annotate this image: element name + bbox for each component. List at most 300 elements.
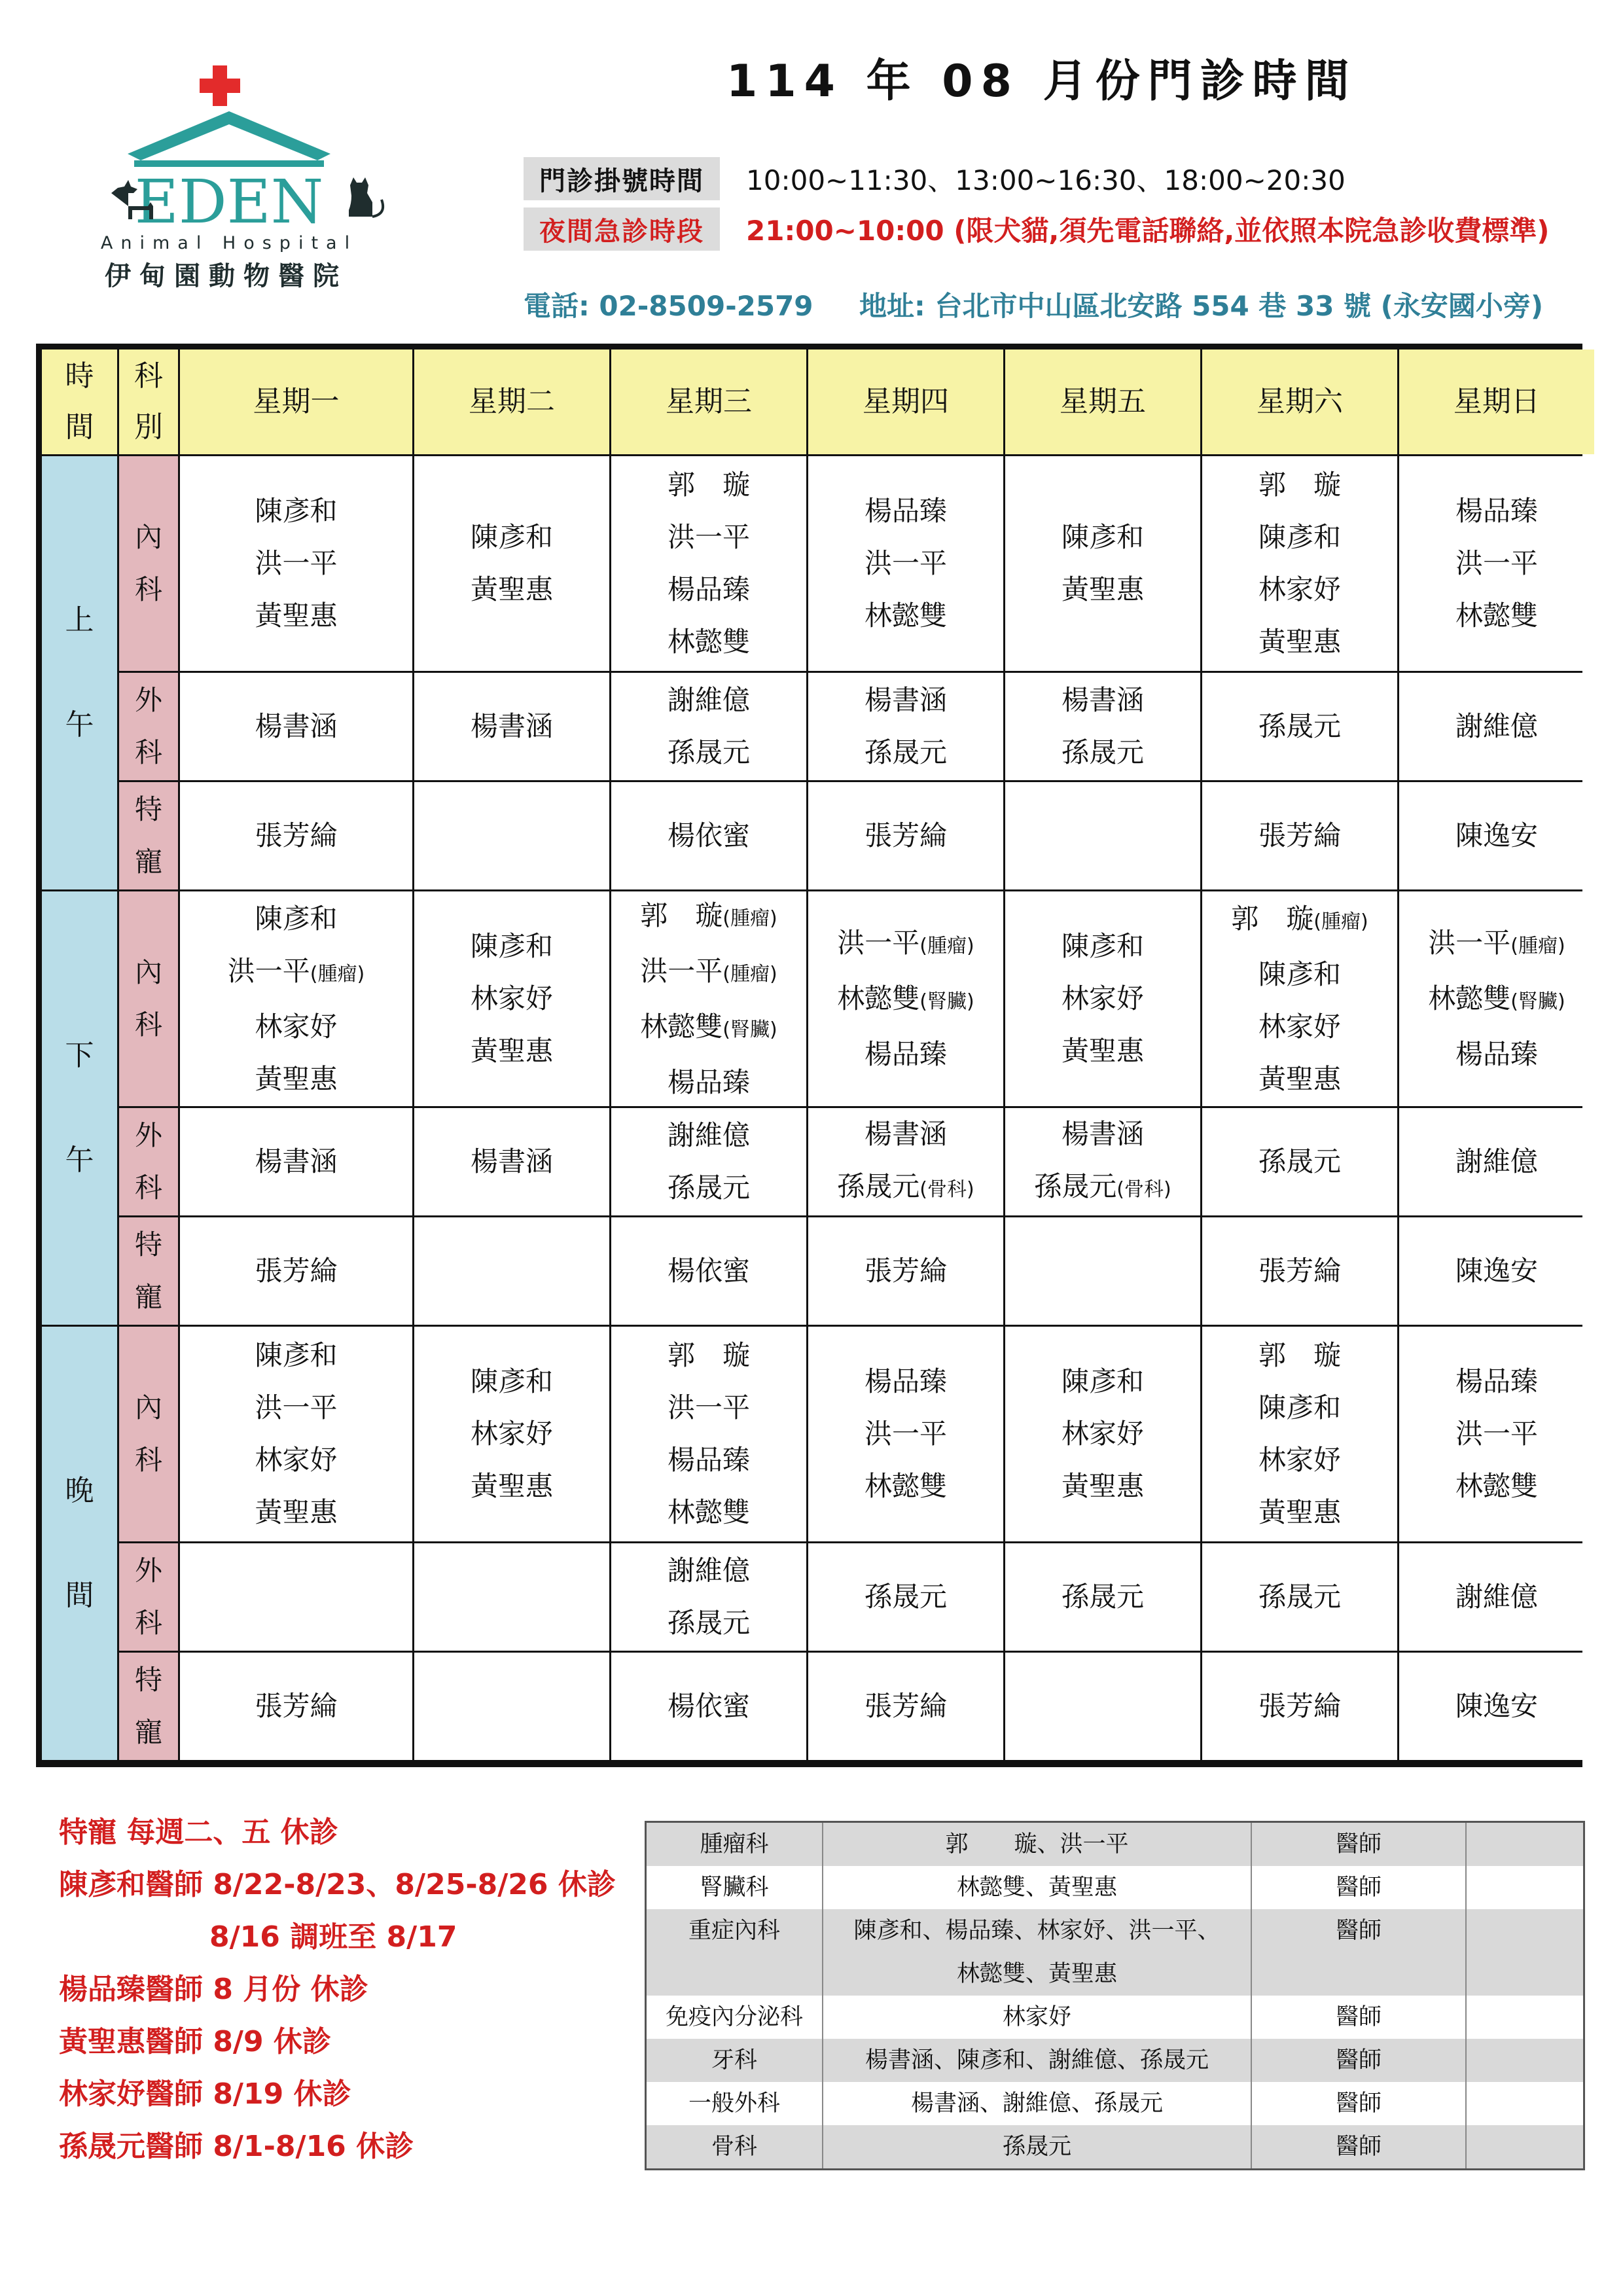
schedule-cell xyxy=(1202,1327,1397,1541)
doctor-name: 楊書涵 xyxy=(1061,684,1144,716)
doctor-name: 楊品臻 xyxy=(864,1365,947,1397)
doctor-name: 林家妤 xyxy=(1061,1418,1144,1450)
schedule-cell xyxy=(1005,456,1200,671)
schedule-cell xyxy=(1005,1108,1200,1215)
doctor-name: 楊書涵 xyxy=(470,1145,553,1177)
doctor-name: 黃聖惠 xyxy=(1061,1470,1144,1502)
phone-number: 電話: 02-8509-2579 xyxy=(524,290,813,322)
dept-label-char: 科 xyxy=(134,1444,162,1476)
doctor-name: 洪一平(腫瘤) xyxy=(837,927,974,959)
doctor-name: 孫晟元 xyxy=(864,736,947,768)
specialty-dept: 腫瘤科 xyxy=(647,1823,823,1866)
specialty-doctors xyxy=(823,1909,1252,1996)
specialty-blank xyxy=(1467,2039,1583,2082)
note-line: 特寵 每週二、五 休診 xyxy=(59,1816,338,1849)
doctor-name: 林懿雙(腎臟) xyxy=(837,982,974,1014)
doctor-name: 楊品臻 xyxy=(667,1066,750,1098)
dept-label xyxy=(119,1653,178,1760)
doctor-name: 洪一平(腫瘤) xyxy=(640,954,777,987)
doctor-name: 黃聖惠 xyxy=(1258,1496,1341,1528)
doctor-name: 黃聖惠 xyxy=(255,1062,338,1095)
dept-label xyxy=(119,456,178,671)
schedule-cell xyxy=(1005,1327,1200,1541)
specialty-doctor-line: 孫晟元 xyxy=(1002,2134,1071,2160)
schedule-cell xyxy=(180,1653,412,1760)
specialty-doctors xyxy=(823,2039,1252,2082)
specialty-row xyxy=(647,2082,1583,2125)
dept-label xyxy=(119,673,178,780)
dept-label-char: 科 xyxy=(134,573,162,605)
schedule-cell xyxy=(414,673,609,780)
doctor-name: 洪一平 xyxy=(255,547,338,579)
page-title: 114 年 08 月份門診時間 xyxy=(726,56,1357,107)
doctor-name: 楊書涵 xyxy=(864,684,947,716)
specialty-doctors xyxy=(823,1996,1252,2039)
note-line: 陳彥和醫師 8/22-8/23、8/25-8/26 休診 xyxy=(59,1868,616,1901)
specialty-doctors xyxy=(823,1866,1252,1909)
specialty-row xyxy=(647,1823,1583,1866)
schedule-cell xyxy=(1202,1543,1397,1651)
note-line: 孫晟元醫師 8/1-8/16 休診 xyxy=(59,2130,414,2163)
specialty-doctor-line: 林家妤 xyxy=(1002,2004,1071,2030)
dept-label-char: 寵 xyxy=(134,846,162,878)
dept-label-char: 科 xyxy=(134,1607,162,1639)
doctor-name: 黃聖惠 xyxy=(255,600,338,632)
specialty-doctors xyxy=(823,1823,1252,1866)
schedule-cell xyxy=(1005,673,1200,780)
doctor-name: 洪一平 xyxy=(255,1391,338,1424)
schedule-cell xyxy=(611,1327,806,1541)
dept-label-char: 外 xyxy=(134,684,162,716)
specialty-note: (腫瘤) xyxy=(919,935,974,958)
schedule-cell xyxy=(414,891,609,1106)
specialty-table xyxy=(645,1821,1585,2170)
doctor-name: 楊品臻 xyxy=(1455,1365,1538,1397)
doctor-name: 楊依蜜 xyxy=(667,1255,750,1287)
note-line: 林家妤醫師 8/19 休診 xyxy=(59,2077,351,2111)
doctor-name: 陳逸安 xyxy=(1455,1690,1538,1722)
dept-label xyxy=(119,1108,178,1215)
dept-label xyxy=(119,1327,178,1541)
dept-header-char: 科 xyxy=(134,359,163,393)
specialty-note: (腎臟) xyxy=(722,1018,777,1041)
dept-label-char: 外 xyxy=(134,1119,162,1151)
doctor-name: 孫晟元 xyxy=(667,1172,750,1204)
doctor-name: 孫晟元(骨科) xyxy=(837,1170,974,1202)
dept-label xyxy=(119,1217,178,1325)
doctor-name: 黃聖惠 xyxy=(470,1470,553,1502)
schedule-cell xyxy=(611,673,806,780)
doctor-name: 陳彥和 xyxy=(255,1339,338,1371)
specialty-note: (腫瘤) xyxy=(1313,910,1368,933)
schedule-cell xyxy=(1202,456,1397,671)
doctor-name: 張芳綸 xyxy=(255,1690,338,1722)
schedule-cell xyxy=(180,1327,412,1541)
specialty-title: 醫師 xyxy=(1252,2125,1467,2168)
specialty-dept: 牙科 xyxy=(647,2039,823,2082)
schedule-cell xyxy=(1005,1217,1200,1325)
schedule-cell xyxy=(1202,891,1397,1106)
dept-label xyxy=(119,1543,178,1651)
doctor-name: 張芳綸 xyxy=(255,819,338,852)
schedule-cell xyxy=(414,1108,609,1215)
time-header xyxy=(42,350,117,454)
day-header: 星期二 xyxy=(414,350,609,454)
doctor-name: 張芳綸 xyxy=(1258,1690,1341,1722)
doctor-name: 陳彥和 xyxy=(255,495,338,527)
specialty-note: (腫瘤) xyxy=(1510,935,1565,958)
doctor-name: 林懿雙(腎臟) xyxy=(640,1010,777,1043)
schedule-cell xyxy=(180,782,412,889)
specialty-title: 醫師 xyxy=(1252,1823,1467,1866)
time-header-char: 間 xyxy=(65,410,94,444)
specialty-blank xyxy=(1467,1909,1583,1996)
schedule-cell xyxy=(611,1108,806,1215)
specialty-doctor-line: 林懿雙、黃聖惠 xyxy=(956,1874,1117,1901)
dept-label-char: 科 xyxy=(134,1009,162,1041)
schedule-cell xyxy=(1005,1543,1200,1651)
dept-header xyxy=(119,350,178,454)
emergency-hours-row xyxy=(524,207,1550,251)
schedule-cell xyxy=(1202,1108,1397,1215)
dept-label xyxy=(119,782,178,889)
dept-label-char: 內 xyxy=(134,956,162,988)
doctor-name: 謝維億 xyxy=(667,684,750,716)
dept-label-char: 外 xyxy=(134,1554,162,1587)
cat-icon xyxy=(349,177,383,217)
schedule-cell xyxy=(1399,1217,1594,1325)
schedule-cell xyxy=(180,673,412,780)
doctor-name: 楊品臻 xyxy=(864,1038,947,1070)
note-line: 楊品臻醫師 8 月份 休診 xyxy=(59,1973,368,2006)
specialty-dept: 骨科 xyxy=(647,2125,823,2168)
schedule-cell xyxy=(808,891,1003,1106)
specialty-note: (腎臟) xyxy=(919,990,974,1013)
schedule-cell xyxy=(414,1217,609,1325)
specialty-title: 醫師 xyxy=(1252,2039,1467,2082)
specialty-note: (腫瘤) xyxy=(310,962,365,986)
doctor-name: 林懿雙 xyxy=(864,1470,947,1502)
schedule-cell xyxy=(808,1217,1003,1325)
doctor-name: 孫晟元 xyxy=(1061,1581,1144,1613)
day-header: 星期六 xyxy=(1202,350,1397,454)
dept-label-char: 寵 xyxy=(134,1716,162,1748)
specialty-row xyxy=(647,2125,1583,2168)
schedule-cell xyxy=(1399,1108,1594,1215)
period-label xyxy=(42,1327,117,1760)
schedule-cell xyxy=(611,1653,806,1760)
doctor-name: 黃聖惠 xyxy=(1258,1062,1341,1095)
doctor-name: 林懿雙 xyxy=(1455,600,1538,632)
emergency-label: 夜間急診時段 xyxy=(524,207,720,251)
doctor-name: 郭 璇 xyxy=(1258,469,1341,501)
doctor-name: 洪一平 xyxy=(667,521,750,553)
registration-hours-row xyxy=(524,157,1346,200)
dept-label-char: 科 xyxy=(134,736,162,768)
dept-label-char: 內 xyxy=(134,521,162,553)
specialty-blank xyxy=(1467,2125,1583,2168)
period-label-char: 午 xyxy=(65,708,94,742)
schedule-cell xyxy=(1202,1653,1397,1760)
contact-line xyxy=(524,285,1547,324)
doctor-name: 陳彥和 xyxy=(470,1365,553,1397)
specialty-doctors xyxy=(823,2125,1252,2168)
logo-chinese-name: 伊甸園動物醫院 xyxy=(105,261,348,291)
doctor-name: 孫晟元 xyxy=(667,1607,750,1639)
schedule-cell xyxy=(1005,1653,1200,1760)
schedule-cell xyxy=(180,1217,412,1325)
specialty-doctor-line: 楊書涵、謝維億、孫晟元 xyxy=(910,2090,1163,2117)
specialty-note: (骨科) xyxy=(1116,1177,1171,1201)
doctor-name: 孫晟元 xyxy=(1258,1145,1341,1177)
doctor-name: 黃聖惠 xyxy=(470,1035,553,1067)
schedule-cell xyxy=(1005,891,1200,1106)
schedule-cell xyxy=(1399,782,1594,889)
specialty-doctor-line: 林懿雙、黃聖惠 xyxy=(956,1961,1117,1987)
doctor-name: 林家妤 xyxy=(470,982,553,1014)
doctor-name: 陳逸安 xyxy=(1455,819,1538,852)
doctor-name: 洪一平(腫瘤) xyxy=(227,954,365,987)
doctor-name: 郭 璇(腫瘤) xyxy=(1231,902,1368,935)
period-label-char: 晚 xyxy=(65,1474,94,1507)
period-label xyxy=(42,891,117,1325)
schedule-cell xyxy=(808,782,1003,889)
dept-label xyxy=(119,891,178,1106)
schedule-cell xyxy=(1202,782,1397,889)
registration-label: 門診掛號時間 xyxy=(524,157,720,200)
emergency-hours: 21:00~10:00 (限犬貓,須先電話聯絡,並依照本院急診收費標準) xyxy=(746,215,1550,247)
doctor-name: 黃聖惠 xyxy=(1258,626,1341,658)
dept-label-char: 寵 xyxy=(134,1281,162,1313)
logo-tagline: Animal Hospital xyxy=(100,233,358,252)
schedule-cell xyxy=(1399,1327,1594,1541)
schedule-cell xyxy=(1399,1653,1594,1760)
doctor-name: 林懿雙(腎臟) xyxy=(1428,982,1565,1014)
doctor-name: 張芳綸 xyxy=(864,819,947,852)
doctor-name: 孫晟元(骨科) xyxy=(1034,1170,1171,1202)
specialty-row xyxy=(647,1909,1583,1996)
schedule-table xyxy=(36,344,1582,1767)
specialty-dept: 一般外科 xyxy=(647,2082,823,2125)
schedule-cell xyxy=(1399,673,1594,780)
dept-label-char: 特 xyxy=(134,1664,162,1696)
doctor-name: 林家妤 xyxy=(1258,1010,1341,1043)
specialty-title: 醫師 xyxy=(1252,1866,1467,1909)
schedule-cell xyxy=(1005,782,1200,889)
doctor-name: 孫晟元 xyxy=(1061,736,1144,768)
doctor-name: 洪一平 xyxy=(1455,547,1538,579)
doctor-name: 張芳綸 xyxy=(864,1690,947,1722)
period-label-char: 午 xyxy=(65,1143,94,1177)
doctor-name: 楊品臻 xyxy=(864,495,947,527)
doctor-name: 陳彥和 xyxy=(1258,1391,1341,1424)
doctor-name: 楊書涵 xyxy=(255,710,338,742)
doctor-name: 楊品臻 xyxy=(667,1444,750,1476)
specialty-blank xyxy=(1467,1996,1583,2039)
doctor-name: 孫晟元 xyxy=(864,1581,947,1613)
doctor-name: 林懿雙 xyxy=(864,600,947,632)
schedule-cell xyxy=(808,1108,1003,1215)
doctor-name: 楊書涵 xyxy=(1061,1117,1144,1150)
period-label-char: 下 xyxy=(65,1039,94,1072)
specialty-blank xyxy=(1467,1823,1583,1866)
schedule-cell xyxy=(414,1543,609,1651)
period-label-char: 間 xyxy=(65,1579,94,1612)
time-header-char: 時 xyxy=(65,359,94,393)
schedule-cell xyxy=(611,1543,806,1651)
schedule-cell xyxy=(611,456,806,671)
doctor-name: 張芳綸 xyxy=(864,1255,947,1287)
doctor-name: 黃聖惠 xyxy=(1061,1035,1144,1067)
doctor-name: 陳彥和 xyxy=(1061,930,1144,962)
dept-label-char: 內 xyxy=(134,1391,162,1424)
day-header: 星期五 xyxy=(1005,350,1200,454)
schedule-cell xyxy=(1399,1543,1594,1651)
doctor-name: 林家妤 xyxy=(255,1010,338,1043)
doctor-name: 陳彥和 xyxy=(1061,1365,1144,1397)
period-label-char: 上 xyxy=(65,603,94,637)
specialty-title: 醫師 xyxy=(1252,1909,1467,1996)
doctor-name: 楊書涵 xyxy=(470,710,553,742)
doctor-name: 洪一平(腫瘤) xyxy=(1428,927,1565,959)
schedule-cell xyxy=(611,891,806,1106)
specialty-doctor-line: 郭 璇、洪一平 xyxy=(945,1831,1129,1857)
doctor-name: 陳彥和 xyxy=(1258,958,1341,990)
logo-graphic xyxy=(98,62,393,252)
schedule-cell xyxy=(180,456,412,671)
schedule-cell xyxy=(180,1543,412,1651)
specialty-note: (腎臟) xyxy=(1510,990,1565,1013)
doctor-name: 孫晟元 xyxy=(1258,1581,1341,1613)
dept-label-char: 特 xyxy=(134,793,162,825)
specialty-doctor-line: 楊書涵、陳彥和、謝維億、孫晟元 xyxy=(865,2047,1209,2073)
doctor-name: 楊品臻 xyxy=(667,573,750,605)
doctor-name: 陳彥和 xyxy=(255,902,338,935)
doctor-name: 楊依蜜 xyxy=(667,1690,750,1722)
specialty-note: (骨科) xyxy=(919,1177,974,1201)
doctor-name: 陳彥和 xyxy=(1061,521,1144,553)
dept-label-char: 科 xyxy=(134,1172,162,1204)
specialty-dept: 腎臟科 xyxy=(647,1866,823,1909)
doctor-name: 楊品臻 xyxy=(1455,495,1538,527)
doctor-name: 陳彥和 xyxy=(470,930,553,962)
schedule-cell xyxy=(1399,456,1594,671)
doctor-name: 郭 璇 xyxy=(667,469,750,501)
schedule-cell xyxy=(180,891,412,1106)
doctor-name: 謝維億 xyxy=(1455,1581,1538,1613)
doctor-name: 張芳綸 xyxy=(1258,819,1341,852)
schedule-cell xyxy=(808,456,1003,671)
schedule-cell xyxy=(808,1543,1003,1651)
schedule-cell xyxy=(414,1327,609,1541)
doctor-name: 楊依蜜 xyxy=(667,819,750,852)
logo-brand: EDEN xyxy=(134,167,324,237)
day-header: 星期日 xyxy=(1399,350,1594,454)
doctor-name: 楊書涵 xyxy=(255,1145,338,1177)
roof-icon xyxy=(128,111,330,160)
doctor-name: 林懿雙 xyxy=(667,1496,750,1528)
doctor-name: 林家妤 xyxy=(1258,573,1341,605)
registration-hours: 10:00~11:30、13:00~16:30、18:00~20:30 xyxy=(746,164,1346,196)
doctor-name: 黃聖惠 xyxy=(255,1496,338,1528)
specialty-blank xyxy=(1467,1866,1583,1909)
schedule-cell xyxy=(611,1217,806,1325)
doctor-name: 郭 璇 xyxy=(667,1339,750,1371)
doctor-name: 林懿雙 xyxy=(1455,1470,1538,1502)
schedule-cell xyxy=(1202,1217,1397,1325)
specialty-dept: 重症內科 xyxy=(647,1909,823,1996)
schedule-cell xyxy=(414,782,609,889)
specialty-title: 醫師 xyxy=(1252,2082,1467,2125)
doctor-name: 洪一平 xyxy=(667,1391,750,1424)
schedule-cell xyxy=(808,1327,1003,1541)
doctor-name: 洪一平 xyxy=(864,547,947,579)
specialty-row xyxy=(647,1866,1583,1909)
note-line: 黃聖惠醫師 8/9 休診 xyxy=(59,2025,331,2058)
doctor-name: 郭 璇 xyxy=(1258,1339,1341,1371)
dept-label-char: 特 xyxy=(134,1229,162,1261)
doctor-name: 陳逸安 xyxy=(1455,1255,1538,1287)
address: 地址: 台北市中山區北安路 554 巷 33 號 (永安國小旁) xyxy=(859,290,1544,322)
doctor-name: 林家妤 xyxy=(1258,1444,1341,1476)
specialty-doctor-line: 陳彥和、楊品臻、林家妤、洪一平、 xyxy=(853,1918,1221,1944)
schedule-cell xyxy=(808,1653,1003,1760)
schedule-cell xyxy=(611,782,806,889)
specialty-blank xyxy=(1467,2082,1583,2125)
doctor-name: 謝維億 xyxy=(667,1554,750,1587)
doctor-name: 林懿雙 xyxy=(667,626,750,658)
doctor-name: 孫晟元 xyxy=(667,736,750,768)
doctor-name: 洪一平 xyxy=(864,1418,947,1450)
day-header: 星期三 xyxy=(611,350,806,454)
schedule-cell xyxy=(1399,891,1594,1106)
doctor-name: 謝維億 xyxy=(1455,1145,1538,1177)
doctor-name: 黃聖惠 xyxy=(1061,573,1144,605)
dept-header-char: 別 xyxy=(134,410,163,444)
specialty-note: (腫瘤) xyxy=(722,906,777,930)
specialty-row xyxy=(647,2039,1583,2082)
doctor-name: 謝維億 xyxy=(667,1119,750,1151)
specialty-doctors xyxy=(823,2082,1252,2125)
specialty-dept: 免疫內分泌科 xyxy=(647,1996,823,2039)
schedule-cell xyxy=(1202,673,1397,780)
doctor-name: 孫晟元 xyxy=(1258,710,1341,742)
doctor-name: 郭 璇(腫瘤) xyxy=(640,899,777,931)
day-header: 星期四 xyxy=(808,350,1003,454)
doctor-name: 林家妤 xyxy=(1061,982,1144,1014)
doctor-name: 謝維億 xyxy=(1455,710,1538,742)
schedule-cell xyxy=(414,456,609,671)
day-header: 星期一 xyxy=(180,350,412,454)
schedule-cell xyxy=(180,1108,412,1215)
specialty-title: 醫師 xyxy=(1252,1996,1467,2039)
doctor-name: 陳彥和 xyxy=(470,521,553,553)
doctor-name: 張芳綸 xyxy=(255,1255,338,1287)
doctor-name: 陳彥和 xyxy=(1258,521,1341,553)
schedule-notes xyxy=(59,1806,648,2173)
specialty-row xyxy=(647,1996,1583,2039)
schedule-cell xyxy=(808,673,1003,780)
doctor-name: 洪一平 xyxy=(1455,1418,1538,1450)
doctor-name: 張芳綸 xyxy=(1258,1255,1341,1287)
note-line: 8/16 調班至 8/17 xyxy=(209,1920,457,1954)
period-label xyxy=(42,456,117,889)
specialty-note: (腫瘤) xyxy=(722,962,777,986)
doctor-name: 楊品臻 xyxy=(1455,1038,1538,1070)
doctor-name: 楊書涵 xyxy=(864,1117,947,1150)
doctor-name: 林家妤 xyxy=(255,1444,338,1476)
schedule-cell xyxy=(414,1653,609,1760)
